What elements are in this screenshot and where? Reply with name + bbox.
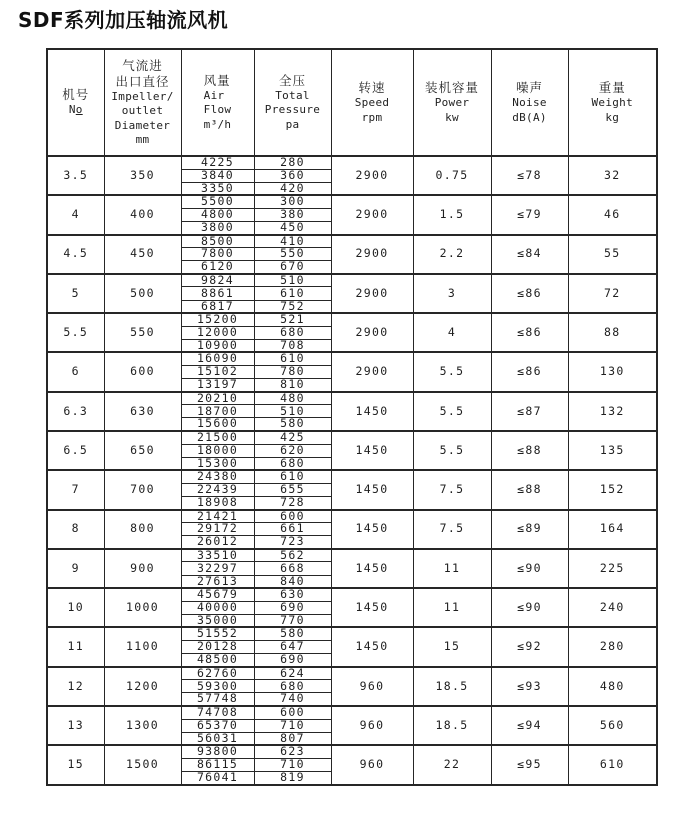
header-zh-line: 机号 [62, 87, 90, 103]
header-zh-line: 气流进 [122, 57, 163, 73]
cell-no: 6.3 [47, 392, 104, 431]
cell-total-pressure: 624 [254, 667, 331, 680]
cell-weight: 72 [568, 274, 657, 313]
header-en-line: outlet [121, 104, 164, 118]
cell-no: 13 [47, 706, 104, 745]
cell-weight: 46 [568, 195, 657, 234]
cell-total-pressure: 580 [254, 627, 331, 640]
cell-total-pressure: 550 [254, 248, 331, 261]
header-zh-line: 风量 [203, 72, 231, 88]
cell-power: 5.5 [413, 392, 491, 431]
cell-weight: 132 [568, 392, 657, 431]
spec-subrow [47, 431, 657, 444]
cell-air-flow: 51552 [181, 627, 254, 640]
cell-air-flow: 18908 [181, 496, 254, 509]
cell-air-flow: 86115 [181, 758, 254, 771]
cell-noise: ≤84 [491, 235, 568, 274]
cell-speed: 960 [331, 745, 413, 784]
cell-no: 6.5 [47, 431, 104, 470]
cell-diameter: 600 [104, 352, 181, 391]
cell-air-flow: 74708 [181, 706, 254, 719]
cell-diameter: 350 [104, 156, 181, 195]
cell-total-pressure: 610 [254, 352, 331, 365]
cell-speed: 2900 [331, 235, 413, 274]
cell-air-flow: 62760 [181, 667, 254, 680]
cell-diameter: 700 [104, 470, 181, 509]
cell-total-pressure: 840 [254, 575, 331, 588]
cell-air-flow: 35000 [181, 614, 254, 627]
header-en-line: pa [285, 117, 300, 131]
cell-noise: ≤94 [491, 706, 568, 745]
header-zh-line: 噪声 [515, 80, 543, 96]
spec-subrow [47, 235, 657, 248]
cell-air-flow: 21500 [181, 431, 254, 444]
cell-total-pressure: 610 [254, 287, 331, 300]
header-en-line: kg [605, 110, 620, 124]
cell-weight: 280 [568, 627, 657, 666]
cell-total-pressure: 510 [254, 405, 331, 418]
cell-weight: 225 [568, 549, 657, 588]
cell-noise: ≤79 [491, 195, 568, 234]
cell-no: 10 [47, 588, 104, 627]
header-en-line: Pressure [264, 103, 321, 117]
cell-air-flow: 26012 [181, 536, 254, 549]
cell-power: 5.5 [413, 352, 491, 391]
cell-air-flow: 15102 [181, 366, 254, 379]
cell-noise: ≤86 [491, 313, 568, 352]
cell-noise: ≤95 [491, 745, 568, 784]
cell-speed: 2900 [331, 274, 413, 313]
cell-total-pressure: 630 [254, 588, 331, 601]
cell-total-pressure: 680 [254, 457, 331, 470]
cell-speed: 1450 [331, 588, 413, 627]
cell-power: 5.5 [413, 431, 491, 470]
cell-air-flow: 21421 [181, 510, 254, 523]
col-header-no [47, 49, 104, 156]
cell-speed: 1450 [331, 431, 413, 470]
header-en-line: m³/h [203, 117, 232, 131]
cell-air-flow: 13197 [181, 379, 254, 392]
cell-air-flow: 6120 [181, 261, 254, 274]
col-header-weight [568, 49, 657, 156]
header-en-line: Total [275, 89, 310, 103]
cell-power: 3 [413, 274, 491, 313]
cell-weight: 130 [568, 352, 657, 391]
cell-total-pressure: 360 [254, 169, 331, 182]
cell-total-pressure: 680 [254, 680, 331, 693]
cell-air-flow: 40000 [181, 601, 254, 614]
cell-no: 9 [47, 549, 104, 588]
cell-total-pressure: 280 [254, 156, 331, 169]
cell-air-flow: 15600 [181, 418, 254, 431]
col-header-diameter [104, 49, 181, 156]
cell-speed: 2900 [331, 352, 413, 391]
cell-air-flow: 56031 [181, 732, 254, 745]
cell-air-flow: 10900 [181, 339, 254, 352]
cell-air-flow: 27613 [181, 575, 254, 588]
cell-total-pressure: 450 [254, 221, 331, 234]
cell-total-pressure: 655 [254, 483, 331, 496]
cell-power: 7.5 [413, 510, 491, 549]
cell-total-pressure: 600 [254, 706, 331, 719]
header-zh-line: 转速 [358, 80, 386, 96]
header-zh-line: 装机容量 [424, 80, 479, 96]
cell-noise: ≤78 [491, 156, 568, 195]
cell-total-pressure: 708 [254, 339, 331, 352]
cell-total-pressure: 410 [254, 235, 331, 248]
cell-total-pressure: 425 [254, 431, 331, 444]
cell-total-pressure: 562 [254, 549, 331, 562]
fan-spec-table [46, 48, 658, 786]
cell-weight: 480 [568, 667, 657, 706]
cell-total-pressure: 661 [254, 523, 331, 536]
cell-air-flow: 16090 [181, 352, 254, 365]
cell-power: 2.2 [413, 235, 491, 274]
cell-power: 22 [413, 745, 491, 784]
cell-air-flow: 6817 [181, 300, 254, 313]
col-header-speed [331, 49, 413, 156]
cell-total-pressure: 620 [254, 444, 331, 457]
header-en-line: Diameter [114, 118, 171, 132]
cell-power: 0.75 [413, 156, 491, 195]
table-header [47, 49, 657, 156]
cell-total-pressure: 600 [254, 510, 331, 523]
cell-noise: ≤86 [491, 274, 568, 313]
cell-air-flow: 12000 [181, 326, 254, 339]
cell-diameter: 1100 [104, 627, 181, 666]
cell-noise: ≤86 [491, 352, 568, 391]
cell-total-pressure: 710 [254, 758, 331, 771]
cell-air-flow: 59300 [181, 680, 254, 693]
cell-total-pressure: 420 [254, 182, 331, 195]
cell-diameter: 450 [104, 235, 181, 274]
spec-subrow [47, 549, 657, 562]
spec-subrow [47, 667, 657, 680]
cell-air-flow: 48500 [181, 654, 254, 667]
cell-air-flow: 45679 [181, 588, 254, 601]
cell-air-flow: 18700 [181, 405, 254, 418]
cell-diameter: 1000 [104, 588, 181, 627]
col-header-air_flow [181, 49, 254, 156]
cell-diameter: 630 [104, 392, 181, 431]
cell-no: 6 [47, 352, 104, 391]
cell-diameter: 500 [104, 274, 181, 313]
cell-no: 4 [47, 195, 104, 234]
cell-power: 1.5 [413, 195, 491, 234]
cell-noise: ≤93 [491, 667, 568, 706]
cell-air-flow: 4225 [181, 156, 254, 169]
cell-speed: 1450 [331, 549, 413, 588]
cell-noise: ≤88 [491, 431, 568, 470]
spec-subrow [47, 313, 657, 326]
cell-total-pressure: 510 [254, 274, 331, 287]
page-title: SDF系列加压轴流风机 [18, 8, 229, 32]
spec-subrow [47, 352, 657, 365]
cell-weight: 55 [568, 235, 657, 274]
cell-speed: 1450 [331, 470, 413, 509]
header-zh-line: 出口直径 [115, 73, 170, 89]
cell-total-pressure: 723 [254, 536, 331, 549]
col-header-power [413, 49, 491, 156]
cell-air-flow: 22439 [181, 483, 254, 496]
cell-weight: 32 [568, 156, 657, 195]
cell-air-flow: 8861 [181, 287, 254, 300]
cell-noise: ≤90 [491, 588, 568, 627]
cell-air-flow: 20210 [181, 392, 254, 405]
header-en-line: Speed [354, 96, 390, 110]
header-en-line: Flow [203, 103, 232, 117]
cell-total-pressure: 623 [254, 745, 331, 758]
cell-total-pressure: 810 [254, 379, 331, 392]
cell-total-pressure: 521 [254, 313, 331, 326]
cell-speed: 2900 [331, 195, 413, 234]
cell-speed: 1450 [331, 392, 413, 431]
cell-total-pressure: 710 [254, 719, 331, 732]
header-en-line: Air [203, 89, 225, 103]
spec-subrow [47, 195, 657, 208]
cell-total-pressure: 680 [254, 326, 331, 339]
cell-diameter: 1500 [104, 745, 181, 784]
cell-diameter: 1200 [104, 667, 181, 706]
cell-air-flow: 57748 [181, 693, 254, 706]
cell-weight: 560 [568, 706, 657, 745]
cell-total-pressure: 740 [254, 693, 331, 706]
cell-diameter: 1300 [104, 706, 181, 745]
header-en-line: mm [135, 133, 150, 147]
cell-air-flow: 18000 [181, 444, 254, 457]
cell-air-flow: 3350 [181, 182, 254, 195]
cell-air-flow: 15200 [181, 313, 254, 326]
cell-air-flow: 76041 [181, 771, 254, 784]
cell-total-pressure: 752 [254, 300, 331, 313]
cell-diameter: 900 [104, 549, 181, 588]
cell-total-pressure: 690 [254, 601, 331, 614]
cell-diameter: 400 [104, 195, 181, 234]
spec-subrow [47, 745, 657, 758]
cell-air-flow: 7800 [181, 248, 254, 261]
cell-air-flow: 3800 [181, 221, 254, 234]
cell-weight: 135 [568, 431, 657, 470]
cell-noise: ≤92 [491, 627, 568, 666]
cell-total-pressure: 480 [254, 392, 331, 405]
cell-air-flow: 93800 [181, 745, 254, 758]
cell-weight: 164 [568, 510, 657, 549]
spec-subrow [47, 510, 657, 523]
cell-noise: ≤88 [491, 470, 568, 509]
cell-air-flow: 29172 [181, 523, 254, 536]
col-header-total_pressure [254, 49, 331, 156]
cell-air-flow: 5500 [181, 195, 254, 208]
cell-no: 8 [47, 510, 104, 549]
cell-noise: ≤90 [491, 549, 568, 588]
cell-no: 7 [47, 470, 104, 509]
header-en-line: Noise [512, 96, 547, 110]
cell-total-pressure: 807 [254, 732, 331, 745]
header-en-line: Impeller/ [111, 90, 174, 104]
header-en-line: Weight [591, 96, 634, 110]
spec-subrow [47, 706, 657, 719]
cell-power: 11 [413, 588, 491, 627]
cell-weight: 610 [568, 745, 657, 784]
spec-subrow [47, 588, 657, 601]
cell-air-flow: 3840 [181, 169, 254, 182]
cell-total-pressure: 668 [254, 562, 331, 575]
cell-speed: 960 [331, 667, 413, 706]
cell-diameter: 650 [104, 431, 181, 470]
col-header-noise [491, 49, 568, 156]
cell-air-flow: 24380 [181, 470, 254, 483]
cell-total-pressure: 690 [254, 654, 331, 667]
cell-air-flow: 32297 [181, 562, 254, 575]
cell-no: 3.5 [47, 156, 104, 195]
header-en-line: No [68, 103, 83, 117]
cell-air-flow: 15300 [181, 457, 254, 470]
cell-total-pressure: 610 [254, 470, 331, 483]
cell-total-pressure: 300 [254, 195, 331, 208]
cell-power: 18.5 [413, 667, 491, 706]
cell-total-pressure: 670 [254, 261, 331, 274]
cell-total-pressure: 770 [254, 614, 331, 627]
spec-subrow [47, 156, 657, 169]
cell-no: 4.5 [47, 235, 104, 274]
cell-total-pressure: 380 [254, 208, 331, 221]
cell-total-pressure: 728 [254, 496, 331, 509]
cell-power: 11 [413, 549, 491, 588]
header-en-line: rpm [361, 110, 383, 124]
cell-no: 12 [47, 667, 104, 706]
table-body [47, 156, 657, 785]
cell-speed: 960 [331, 706, 413, 745]
cell-power: 4 [413, 313, 491, 352]
cell-speed: 1450 [331, 627, 413, 666]
cell-speed: 1450 [331, 510, 413, 549]
header-row [47, 49, 657, 156]
cell-no: 5 [47, 274, 104, 313]
cell-power: 7.5 [413, 470, 491, 509]
cell-speed: 2900 [331, 156, 413, 195]
header-en-line: dB(A) [512, 110, 547, 124]
cell-power: 18.5 [413, 706, 491, 745]
cell-air-flow: 8500 [181, 235, 254, 248]
cell-total-pressure: 580 [254, 418, 331, 431]
cell-weight: 240 [568, 588, 657, 627]
cell-noise: ≤89 [491, 510, 568, 549]
cell-total-pressure: 780 [254, 366, 331, 379]
cell-diameter: 800 [104, 510, 181, 549]
cell-noise: ≤87 [491, 392, 568, 431]
cell-air-flow: 65370 [181, 719, 254, 732]
cell-no: 15 [47, 745, 104, 784]
header-en-line: Power [434, 96, 470, 110]
header-en-line: kw [445, 110, 459, 124]
cell-air-flow: 33510 [181, 549, 254, 562]
cell-weight: 152 [568, 470, 657, 509]
cell-air-flow: 9824 [181, 274, 254, 287]
cell-total-pressure: 819 [254, 771, 331, 784]
cell-speed: 2900 [331, 313, 413, 352]
cell-air-flow: 20128 [181, 640, 254, 653]
spec-subrow [47, 392, 657, 405]
cell-diameter: 550 [104, 313, 181, 352]
cell-air-flow: 4800 [181, 208, 254, 221]
spec-subrow [47, 470, 657, 483]
header-zh-line: 重量 [598, 80, 626, 96]
header-zh-line: 全压 [278, 72, 306, 88]
cell-no: 11 [47, 627, 104, 666]
cell-total-pressure: 647 [254, 640, 331, 653]
cell-weight: 88 [568, 313, 657, 352]
spec-subrow [47, 627, 657, 640]
cell-no: 5.5 [47, 313, 104, 352]
spec-subrow [47, 274, 657, 287]
cell-power: 15 [413, 627, 491, 666]
